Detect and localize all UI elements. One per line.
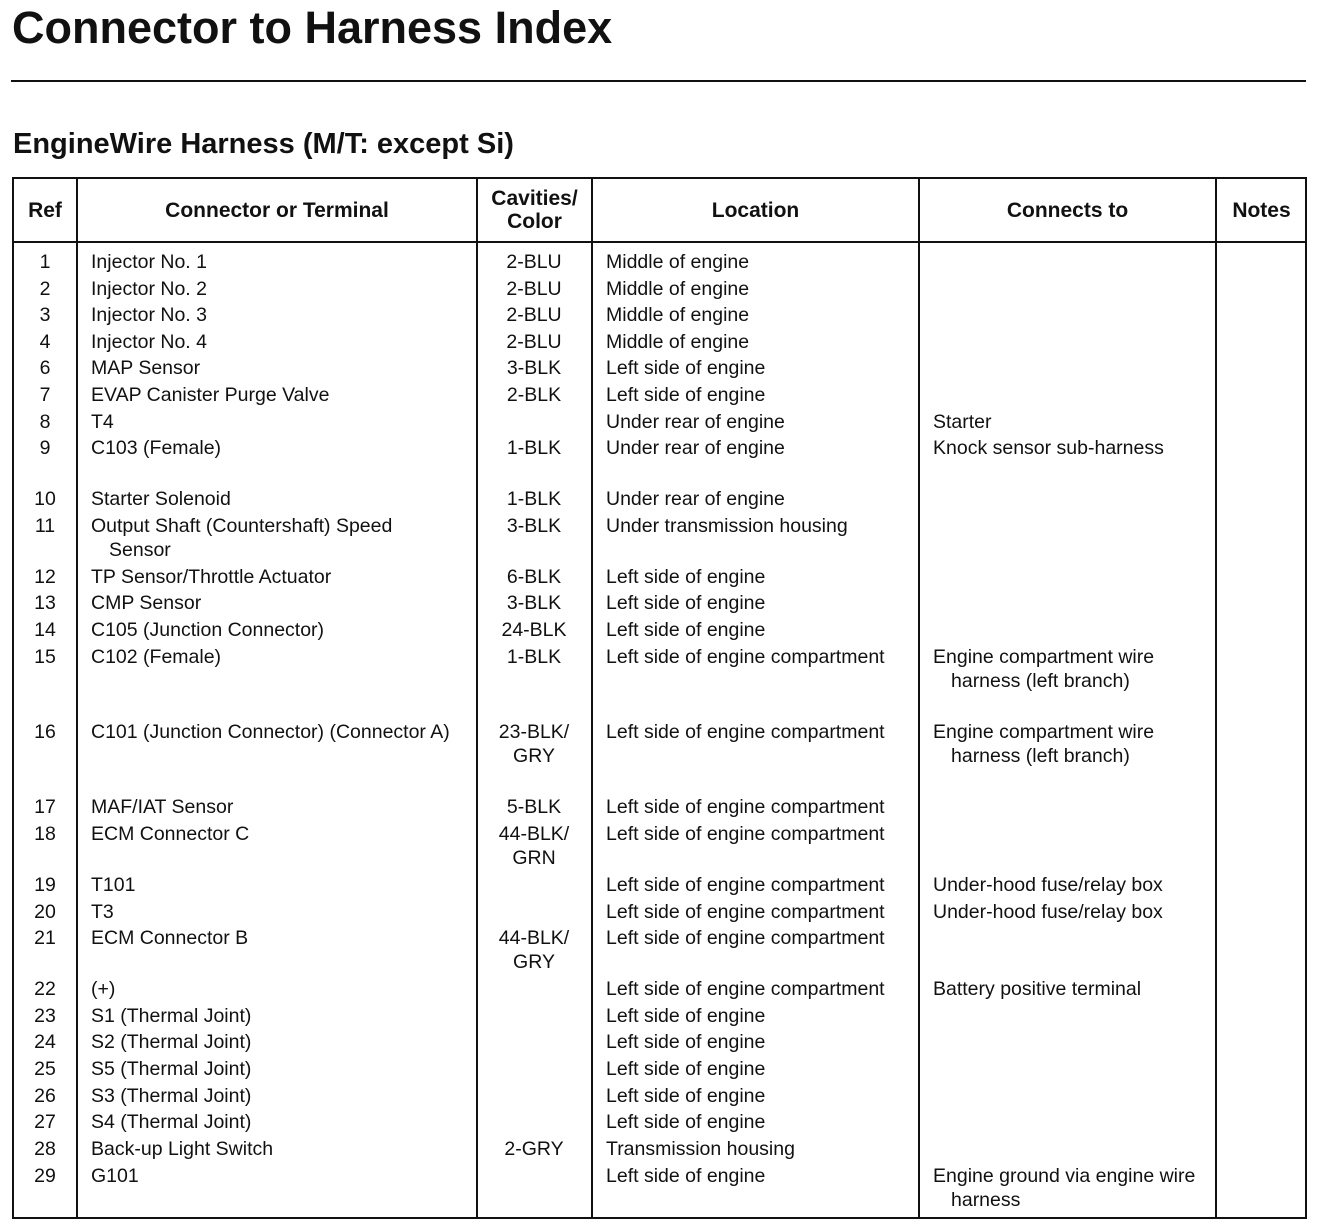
connects-to-line1: Under-hood fuse/relay box xyxy=(933,874,1163,896)
connector-cell xyxy=(91,410,471,434)
header-ref: Ref xyxy=(28,198,62,222)
cavities-line1: 2-BLU xyxy=(506,277,562,300)
header-cavities-line2: Color xyxy=(507,210,562,233)
ref-cell: 10 xyxy=(34,488,56,510)
ref-cell: 2 xyxy=(39,277,51,300)
connector-cell xyxy=(91,720,471,744)
cavities-line1: 44-BLK/ xyxy=(498,823,570,845)
connector-cell xyxy=(91,977,471,1001)
cavities-cell xyxy=(480,277,588,301)
cavities-line1: 2-BLU xyxy=(506,330,562,353)
connector-cell xyxy=(91,873,471,897)
ref-cell: 3 xyxy=(39,304,51,326)
connector-text: Back-up Light Switch xyxy=(91,1138,274,1160)
location-cell: Left side of engine xyxy=(606,1031,766,1053)
connector-text: G101 xyxy=(91,1165,139,1187)
ref-cell: 20 xyxy=(34,901,56,923)
connects-to-line2: harness (left branch) xyxy=(951,670,1130,692)
cavities-cell xyxy=(480,720,588,768)
ref-cell: 15 xyxy=(34,646,56,668)
ref-cell: 4 xyxy=(39,330,51,353)
location-cell: Left side of engine xyxy=(606,619,766,641)
connector-cell xyxy=(91,277,471,301)
cavities-line2: GRY xyxy=(513,951,555,973)
header-connects-to: Connects to xyxy=(1006,198,1129,222)
connector-text: Output Shaft (Countershaft) Speed xyxy=(91,515,393,537)
connects-to-cell xyxy=(933,645,1213,693)
header-location: Location xyxy=(711,198,800,222)
ref-cell: 27 xyxy=(34,1111,56,1133)
header-cavities-line1: Cavities/ xyxy=(491,187,578,210)
connects-to-line1: Engine ground via engine wire xyxy=(933,1165,1196,1187)
connector-cell xyxy=(91,822,471,846)
connector-cell xyxy=(91,487,471,511)
ref-cell: 18 xyxy=(34,823,56,845)
connects-to-line1: Under-hood fuse/relay box xyxy=(933,901,1163,923)
location-cell: Left side of engine xyxy=(606,357,766,379)
connector-text: MAF/IAT Sensor xyxy=(91,796,234,818)
cavities-line1: 2-BLU xyxy=(506,304,562,326)
connector-text: Injector No. 2 xyxy=(91,277,207,300)
cavities-line2: GRY xyxy=(513,745,555,767)
connector-cell xyxy=(91,1110,471,1134)
connector-text: Injector No. 1 xyxy=(91,251,207,273)
cavities-line1: 2-BLK xyxy=(506,384,562,406)
connects-to-line1: Engine compartment wire xyxy=(933,721,1155,743)
connector-cell xyxy=(91,330,471,354)
connector-text: C105 (Junction Connector) xyxy=(91,619,325,641)
location-cell: Left side of engine compartment xyxy=(606,721,885,743)
column-divider xyxy=(918,177,920,1219)
connector-cell xyxy=(91,618,471,642)
cavities-line1: 6-BLK xyxy=(506,566,562,588)
connector-cell xyxy=(91,926,471,950)
page-title: Connector to Harness Index xyxy=(12,2,613,53)
connector-cell xyxy=(91,514,471,562)
location-cell: Left side of engine xyxy=(606,384,766,406)
ref-cell: 19 xyxy=(34,874,56,896)
cavities-cell xyxy=(480,250,588,274)
header-notes: Notes xyxy=(1232,198,1291,222)
connector-text: C101 (Junction Connector) (Connector A) xyxy=(91,721,450,743)
connector-text: CMP Sensor xyxy=(91,592,202,614)
location-cell: Left side of engine compartment xyxy=(606,646,885,668)
location-cell: Middle of engine xyxy=(606,251,750,273)
connects-to-line1: Starter xyxy=(933,411,992,433)
location-cell: Left side of engine xyxy=(606,1005,766,1027)
location-cell: Left side of engine xyxy=(606,1111,766,1133)
connector-cell xyxy=(91,645,471,669)
connector-text: S4 (Thermal Joint) xyxy=(91,1111,252,1133)
ref-cell: 14 xyxy=(34,619,56,641)
connector-cell xyxy=(91,591,471,615)
connector-text: T3 xyxy=(91,901,114,923)
connector-text: EVAP Canister Purge Valve xyxy=(91,384,330,406)
ref-cell: 23 xyxy=(34,1005,56,1027)
connector-text: Injector No. 4 xyxy=(91,330,207,353)
location-cell: Left side of engine xyxy=(606,592,766,614)
connector-cell xyxy=(91,1137,471,1161)
location-cell: Left side of engine compartment xyxy=(606,901,885,923)
connector-cell xyxy=(91,436,471,460)
ref-cell: 6 xyxy=(39,357,51,379)
connector-text: T101 xyxy=(91,874,136,896)
cavities-cell xyxy=(480,383,588,407)
connector-cell xyxy=(91,565,471,589)
connector-text: C103 (Female) xyxy=(91,437,222,459)
connector-cell xyxy=(91,900,471,924)
cavities-line1: 24-BLK xyxy=(501,619,567,641)
connector-text: S1 (Thermal Joint) xyxy=(91,1005,252,1027)
ref-cell: 13 xyxy=(34,592,56,614)
connects-to-cell xyxy=(933,410,1213,434)
column-divider xyxy=(476,177,478,1219)
header-connector: Connector or Terminal xyxy=(165,198,389,222)
cavities-line1: 3-BLK xyxy=(506,357,562,379)
location-cell: Middle of engine xyxy=(606,304,750,326)
location-cell: Under rear of engine xyxy=(606,488,785,510)
ref-cell: 21 xyxy=(34,927,56,949)
connector-cell xyxy=(91,1164,471,1188)
connector-text: ECM Connector B xyxy=(91,927,249,949)
connector-cell xyxy=(91,795,471,819)
connector-text: Injector No. 3 xyxy=(91,304,207,326)
ref-cell: 26 xyxy=(34,1085,56,1107)
header-divider xyxy=(12,241,1307,243)
column-divider xyxy=(591,177,593,1219)
connector-cell xyxy=(91,1004,471,1028)
connects-to-cell xyxy=(933,436,1213,460)
cavities-cell xyxy=(480,514,588,538)
connects-to-cell xyxy=(933,900,1213,924)
location-cell: Left side of engine xyxy=(606,1165,766,1187)
connector-text: TP Sensor/Throttle Actuator xyxy=(91,566,332,588)
connects-to-cell xyxy=(933,977,1213,1001)
cavities-line1: 5-BLK xyxy=(506,796,562,818)
section-title: EngineWire Harness (M/T: except Si) xyxy=(13,128,514,160)
location-cell: Middle of engine xyxy=(606,277,750,300)
connector-text: Starter Solenoid xyxy=(91,488,231,510)
cavities-cell xyxy=(480,565,588,589)
ref-cell: 12 xyxy=(34,566,56,588)
connects-to-line1: Battery positive terminal xyxy=(933,978,1142,1000)
connects-to-line1: Engine compartment wire xyxy=(933,646,1155,668)
header-cavities xyxy=(478,179,591,241)
location-cell: Left side of engine xyxy=(606,1058,766,1080)
ref-cell: 8 xyxy=(39,411,51,433)
ref-cell: 28 xyxy=(34,1138,56,1160)
connector-text: S2 (Thermal Joint) xyxy=(91,1031,252,1053)
cavities-cell xyxy=(480,795,588,819)
cavities-cell xyxy=(480,356,588,380)
connector-cell xyxy=(91,1084,471,1108)
connects-to-cell xyxy=(933,873,1213,897)
connector-text: C102 (Female) xyxy=(91,646,222,668)
ref-cell: 24 xyxy=(34,1031,56,1053)
connects-to-line2: harness xyxy=(951,1189,1021,1211)
ref-cell: 11 xyxy=(34,515,56,537)
connector-cell xyxy=(91,383,471,407)
connects-to-cell xyxy=(933,1164,1213,1212)
cavities-line1: 2-GRY xyxy=(504,1138,564,1160)
ref-cell: 1 xyxy=(39,251,51,273)
cavities-cell xyxy=(480,822,588,870)
location-cell: Under transmission housing xyxy=(606,515,848,537)
connects-to-cell xyxy=(933,720,1213,768)
cavities-cell xyxy=(480,1137,588,1161)
location-cell: Left side of engine xyxy=(606,1085,766,1107)
cavities-line1: 23-BLK/ xyxy=(498,721,570,743)
cavities-line1: 1-BLK xyxy=(506,646,562,668)
ref-cell: 25 xyxy=(34,1058,56,1080)
location-cell: Left side of engine compartment xyxy=(606,978,885,1000)
cavities-cell xyxy=(480,926,588,974)
ref-cell: 22 xyxy=(34,978,56,1000)
connects-to-line1: Knock sensor sub-harness xyxy=(933,437,1164,459)
column-divider xyxy=(1215,177,1217,1219)
location-cell: Transmission housing xyxy=(606,1138,795,1160)
cavities-cell xyxy=(480,436,588,460)
column-divider xyxy=(76,177,78,1219)
cavities-line1: 2-BLU xyxy=(506,251,562,273)
ref-cell: 17 xyxy=(34,796,56,818)
connector-cell xyxy=(91,250,471,274)
location-cell: Left side of engine xyxy=(606,566,766,588)
connector-text: S5 (Thermal Joint) xyxy=(91,1058,252,1080)
connector-text: ECM Connector C xyxy=(91,823,250,845)
connector-cell xyxy=(91,303,471,327)
cavities-line1: 1-BLK xyxy=(506,488,562,510)
location-cell: Under rear of engine xyxy=(606,437,785,459)
connector-text: (+) xyxy=(91,978,116,1000)
ref-cell: 29 xyxy=(34,1165,56,1187)
connector-cell xyxy=(91,1057,471,1081)
cavities-line1: 44-BLK/ xyxy=(498,927,570,949)
location-cell: Left side of engine compartment xyxy=(606,874,885,896)
location-cell: Middle of engine xyxy=(606,330,750,353)
connector-cell xyxy=(91,356,471,380)
cavities-line1: 1-BLK xyxy=(506,437,562,459)
connector-text: T4 xyxy=(91,411,114,433)
cavities-cell xyxy=(480,618,588,642)
ref-cell: 7 xyxy=(39,384,51,406)
connects-to-line2: harness (left branch) xyxy=(951,745,1130,767)
cavities-cell xyxy=(480,330,588,354)
cavities-cell xyxy=(480,487,588,511)
connector-text: S3 (Thermal Joint) xyxy=(91,1085,252,1107)
cavities-cell xyxy=(480,303,588,327)
ref-cell: 9 xyxy=(39,437,51,459)
cavities-cell xyxy=(480,591,588,615)
cavities-cell xyxy=(480,645,588,669)
cavities-line1: 3-BLK xyxy=(506,515,562,537)
cavities-line1: 3-BLK xyxy=(506,592,562,614)
ref-cell: 16 xyxy=(34,721,56,743)
title-divider xyxy=(11,80,1306,82)
location-cell: Left side of engine compartment xyxy=(606,823,885,845)
location-cell: Left side of engine compartment xyxy=(606,796,885,818)
connector-text: MAP Sensor xyxy=(91,357,201,379)
location-cell: Left side of engine compartment xyxy=(606,927,885,949)
connector-text-cont: Sensor xyxy=(109,539,171,561)
cavities-line2: GRN xyxy=(512,847,556,869)
connector-cell xyxy=(91,1030,471,1054)
location-cell: Under rear of engine xyxy=(606,411,785,433)
